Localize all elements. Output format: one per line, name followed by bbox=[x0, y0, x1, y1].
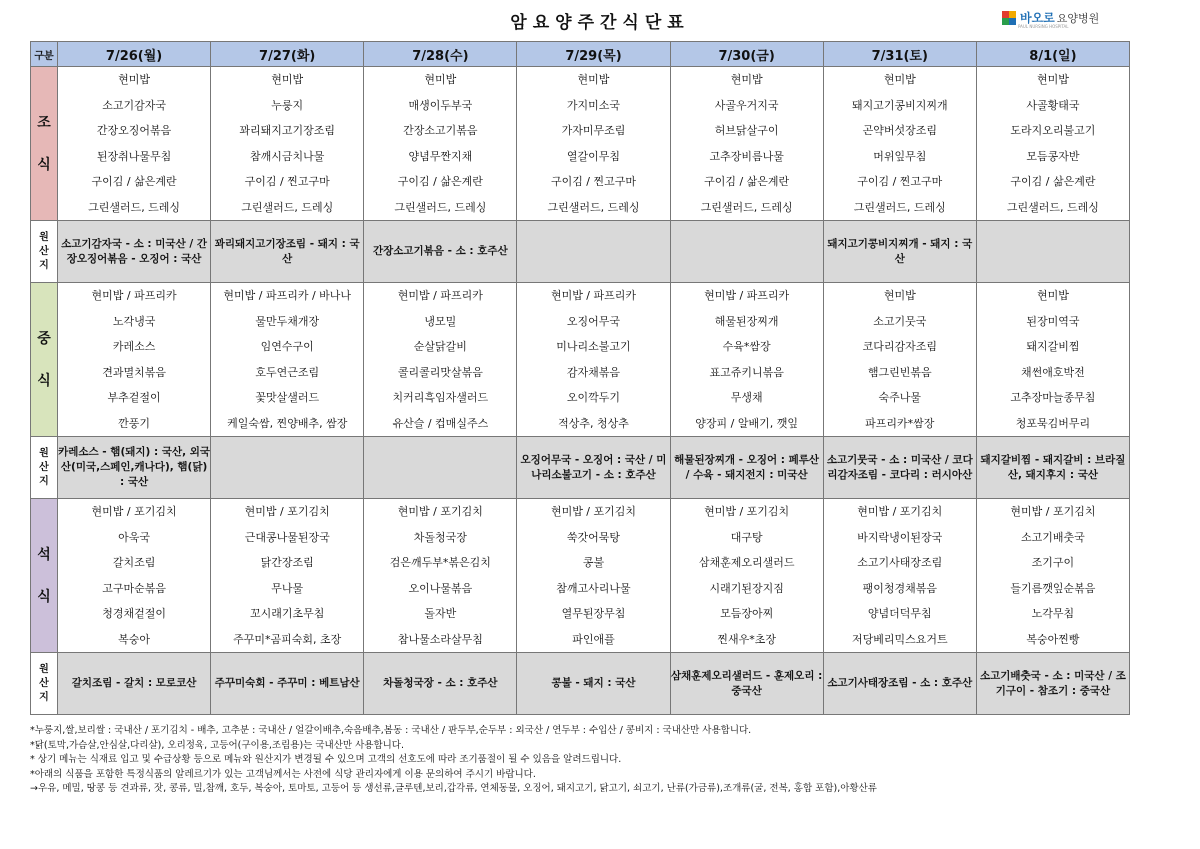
origin-label bbox=[31, 221, 58, 283]
origin-label-char: 원 bbox=[39, 231, 49, 243]
menu-item: 가자미무조림 bbox=[561, 124, 626, 137]
menu-item: 순살닭갈비 bbox=[413, 340, 467, 353]
menu-item: 현미밥 bbox=[883, 289, 916, 302]
meal-label-char: 조 bbox=[37, 114, 51, 131]
menu-item: 머위잎무침 bbox=[873, 149, 927, 163]
lunch-origin-row bbox=[31, 437, 1130, 499]
menu-cell bbox=[823, 67, 976, 221]
menu-item: 허브닭살구이 bbox=[714, 124, 779, 137]
menu-item: 견과멸치볶음 bbox=[102, 365, 166, 379]
menu-cell bbox=[517, 67, 670, 221]
menu-item: 복숭아 bbox=[118, 632, 151, 646]
logo-mark-icon bbox=[1002, 11, 1016, 25]
menu-item: 그린샐러드, 드레싱 bbox=[700, 200, 793, 214]
menu-item: 호두연근조림 bbox=[255, 365, 320, 379]
menu-item: 된장취나물무침 bbox=[96, 149, 172, 163]
menu-item: 노각무침 bbox=[1031, 607, 1075, 620]
menu-item: 오이나물볶음 bbox=[408, 581, 473, 595]
menu-item: 검은깨두부*볶은김치 bbox=[389, 556, 491, 569]
menu-cell bbox=[823, 283, 976, 437]
menu-item: 바지락냉이된장국 bbox=[857, 530, 943, 544]
origin-cell bbox=[670, 221, 823, 283]
menu-item: 해물된장찌개 bbox=[714, 314, 779, 328]
day-header: 7/26(월) bbox=[58, 42, 211, 67]
origin-label-char: 산 bbox=[39, 461, 49, 473]
menu-cell bbox=[670, 67, 823, 221]
menu-item: 돼지고기콩비지찌개 bbox=[851, 98, 948, 112]
menu-item: 구이김 / 삶은계란 bbox=[704, 175, 790, 188]
origin-cell: 콩불 - 돼지 : 국산 bbox=[517, 653, 670, 715]
note-line: *누룽지,쌀,보리쌀 : 국내산 / 포기김치 - 배추, 고추분 : 국내산 / 얼갈이배추,숙음배추,봄동 : 국내산 / 판두부,순두부 : 외국산 / 연두부 : 수입산 / 콩비지 : 국내산만 사용합니다. bbox=[30, 725, 752, 736]
menu-item: 구이김 / 찐고구마 bbox=[550, 175, 637, 188]
notes-section bbox=[30, 724, 1170, 797]
menu-item: 시래기된장지짐 bbox=[709, 581, 784, 595]
origin-label bbox=[31, 437, 58, 499]
origin-cell: 카레소스 - 햄(돼지) : 국산, 외국산(미국,스페인,캐나다), 햄(닭) : 국산 bbox=[58, 437, 211, 499]
menu-cell bbox=[517, 283, 670, 437]
menu-item: 숙주나물 bbox=[878, 391, 922, 404]
menu-item: 표고쥬키니볶음 bbox=[709, 365, 784, 379]
menu-item: 현미밥 bbox=[1036, 73, 1069, 86]
logo-subtitle: PAUL NURSING HOSPITAL bbox=[1018, 24, 1069, 29]
menu-item: 현미밥 / 포기김치 bbox=[550, 505, 637, 518]
origin-cell: 해물된장찌개 - 오징어 : 페루산 / 수육 - 돼지전지 : 미국산 bbox=[670, 437, 823, 499]
menu-item: 현미밥 bbox=[1036, 289, 1069, 302]
menu-cell bbox=[58, 67, 211, 221]
menu-item: 갈치조림 bbox=[112, 556, 156, 569]
menu-item: 수육*쌈장 bbox=[722, 340, 771, 353]
menu-item: 현미밥 bbox=[118, 73, 151, 86]
menu-item: 고구마순볶음 bbox=[102, 581, 166, 595]
menu-item: 고추장비름나물 bbox=[709, 149, 784, 163]
menu-item: 현미밥 / 포기김치 bbox=[244, 505, 330, 518]
menu-item: 돼지갈비찜 bbox=[1026, 340, 1080, 353]
note-line: →우유, 메밀, 땅콩 등 견과류, 잣, 콩류, 밀,참깨, 호두, 복숭아, 토마토, 고등어 등 생선류,글루텐,보리,갑각류, 연체동물, 오징어, 돼지고기, 닭고기, 쇠고기, 난류(가금류),조개류(굴, 전복, 홍합 포함),아황산류 bbox=[30, 783, 877, 794]
menu-item: 현미밥 / 포기김치 bbox=[91, 505, 177, 518]
menu-item: 치커리흑임자샐러드 bbox=[392, 391, 489, 404]
menu-item: 코다리감자조림 bbox=[862, 340, 937, 353]
origin-cell: 소고기뭇국 - 소 : 미국산 / 코다리감자조림 - 코다리 : 러시아산 bbox=[823, 437, 976, 499]
menu-item: 곤약버섯장조림 bbox=[862, 124, 937, 137]
menu-item: 차돌청국장 bbox=[413, 530, 467, 544]
day-header: 8/1(일) bbox=[976, 42, 1129, 67]
origin-cell bbox=[211, 437, 364, 499]
menu-item: 노각냉국 bbox=[112, 314, 156, 328]
menu-item: 구이김 / 찐고구마 bbox=[244, 175, 330, 188]
menu-item: 간장오징어볶음 bbox=[96, 124, 172, 137]
menu-item: 부추겉절이 bbox=[107, 391, 161, 404]
meal-label-char: 식 bbox=[37, 156, 51, 173]
day-header: 7/28(수) bbox=[364, 42, 517, 67]
menu-item: 참깨고사리나물 bbox=[556, 581, 631, 595]
menu-item: 콜리콜리맛살볶음 bbox=[397, 365, 483, 379]
dinner-row bbox=[31, 499, 1130, 653]
menu-item: 모듬장아찌 bbox=[720, 607, 774, 620]
menu-cell bbox=[976, 499, 1129, 653]
menu-item: 도라지오리불고기 bbox=[1010, 124, 1096, 137]
menu-cell bbox=[211, 67, 364, 221]
menu-item: 팽이청경채볶음 bbox=[862, 581, 937, 595]
menu-cell bbox=[211, 283, 364, 437]
logo-name: 바오로 bbox=[1020, 11, 1055, 25]
origin-cell bbox=[976, 221, 1129, 283]
menu-item: 유산슬 / 컵매실주스 bbox=[392, 416, 489, 430]
menu-item: 아욱국 bbox=[118, 530, 151, 544]
menu-item: 현미밥 / 포기김치 bbox=[1010, 505, 1096, 518]
menu-cell bbox=[670, 499, 823, 653]
menu-item: 그린샐러드, 드레싱 bbox=[88, 200, 181, 214]
menu-item: 물만두채개장 bbox=[255, 314, 320, 328]
menu-cell bbox=[364, 67, 517, 221]
menu-item: 오이깍두기 bbox=[566, 391, 621, 404]
corner-header: 구분 bbox=[31, 42, 58, 67]
breakfast-label bbox=[31, 67, 58, 221]
origin-cell: 소고기감자국 - 소 : 미국산 / 간장오징어볶음 - 오징어 : 국산 bbox=[58, 221, 211, 283]
menu-item: 청경채겉절이 bbox=[102, 607, 166, 620]
menu-item: 소고기감자국 bbox=[102, 98, 166, 112]
menu-item: 고추장마늘종무침 bbox=[1010, 391, 1096, 404]
menu-item: 그린샐러드, 드레싱 bbox=[547, 200, 640, 214]
menu-item: 냉모밀 bbox=[424, 314, 457, 328]
menu-item: 콩불 bbox=[582, 556, 605, 569]
menu-item: 찐새우*초장 bbox=[717, 632, 776, 646]
menu-item: 현미밥 bbox=[883, 73, 916, 86]
origin-cell bbox=[364, 437, 517, 499]
note-line: *닭(토막,가슴살,안심살,다리살), 오리정육, 고등어(구이용,조림용)는 국내산만 사용합니다. bbox=[30, 739, 404, 751]
menu-item: 임연수구이 bbox=[260, 340, 314, 353]
menu-item: 소고기배춧국 bbox=[1021, 530, 1085, 544]
menu-item: 소고기사태장조림 bbox=[857, 556, 943, 569]
menu-item: 미나리소불고기 bbox=[556, 340, 631, 353]
menu-item: 현미밥 bbox=[424, 73, 457, 86]
origin-cell: 오징어무국 - 오징어 : 국산 / 미나리소불고기 - 소 : 호주산 bbox=[517, 437, 670, 499]
menu-item: 그린샐러드, 드레싱 bbox=[394, 200, 487, 214]
origin-label-char: 지 bbox=[39, 691, 49, 703]
menu-cell bbox=[58, 283, 211, 437]
menu-cell bbox=[58, 499, 211, 653]
lunch-row bbox=[31, 283, 1130, 437]
page-title: 암요양주간식단표 bbox=[510, 13, 690, 33]
dinner-label bbox=[31, 499, 58, 653]
menu-item: 그린샐러드, 드레싱 bbox=[853, 200, 946, 214]
menu-item: 꽈리돼지고기장조림 bbox=[239, 124, 336, 137]
origin-cell: 간장소고기볶음 - 소 : 호주산 bbox=[364, 221, 517, 283]
menu-item: 참나물소라살무침 bbox=[397, 632, 483, 646]
menu-item: 소고기뭇국 bbox=[873, 314, 927, 328]
note-line: * 상기 메뉴는 식재료 입고 및 수급상황 등으로 메뉴와 원산지가 변경될 수 있으며 고객의 선호도에 따라 조기품절이 될 수 있음을 알려드립니다. bbox=[30, 754, 622, 765]
menu-item: 삼채훈제오리샐러드 bbox=[698, 556, 795, 569]
origin-cell bbox=[517, 221, 670, 283]
menu-item: 간장소고기볶음 bbox=[403, 124, 478, 137]
menu-item: 들기름깻잎순볶음 bbox=[1010, 581, 1096, 595]
menu-item: 현미밥 / 파프리카 / 바나나 bbox=[223, 289, 352, 302]
menu-item: 근대콩나물된장국 bbox=[244, 530, 330, 544]
header-row bbox=[31, 42, 1130, 67]
menu-cell bbox=[976, 67, 1129, 221]
menu-item: 구이김 / 삶은계란 bbox=[397, 175, 483, 188]
menu-item: 구이김 / 삶은계란 bbox=[91, 175, 177, 188]
menu-item: 저당베리믹스요거트 bbox=[851, 632, 948, 646]
menu-item: 카레소스 bbox=[112, 340, 156, 353]
origin-cell: 차돌청국장 - 소 : 호주산 bbox=[364, 653, 517, 715]
menu-cell bbox=[976, 283, 1129, 437]
menu-item: 청포묵김버무리 bbox=[1015, 416, 1091, 430]
menu-item: 양념더덕무침 bbox=[867, 607, 932, 620]
menu-item: 현미밥 / 포기김치 bbox=[704, 505, 790, 518]
origin-label-char: 산 bbox=[39, 245, 49, 257]
menu-item: 감자채볶음 bbox=[566, 365, 621, 379]
menu-item: 햄그린빈볶음 bbox=[867, 365, 932, 379]
menu-item: 현미밥 / 포기김치 bbox=[397, 505, 483, 518]
menu-item: 된장미역국 bbox=[1026, 314, 1080, 328]
menu-item: 양장피 / 알배기, 깻잎 bbox=[695, 416, 798, 430]
meal-label-char: 식 bbox=[37, 588, 51, 605]
menu-item: 현미밥 / 파프리카 bbox=[704, 289, 790, 302]
menu-item: 사골황태국 bbox=[1026, 98, 1080, 112]
logo-name-suffix: 요양병원 bbox=[1056, 11, 1100, 25]
origin-cell: 돼지갈비찜 - 돼지갈비 : 브라질산, 돼지후지 : 국산 bbox=[976, 437, 1129, 499]
origin-cell: 소고기사태장조림 - 소 : 호주산 bbox=[823, 653, 976, 715]
menu-item: 파인애플 bbox=[572, 632, 615, 646]
menu-item: 가지미소국 bbox=[566, 98, 621, 112]
menu-item: 깐풍기 bbox=[118, 416, 151, 430]
origin-cell: 꽈리돼지고기장조림 - 돼지 : 국산 bbox=[211, 221, 364, 283]
menu-cell bbox=[211, 499, 364, 653]
menu-item: 현미밥 bbox=[730, 73, 763, 86]
menu-item: 채썬애호박전 bbox=[1021, 365, 1085, 379]
menu-item: 현미밥 / 포기김치 bbox=[857, 505, 943, 518]
menu-item: 현미밥 bbox=[577, 73, 610, 86]
meal-label-char: 중 bbox=[37, 330, 51, 347]
meal-label-char: 석 bbox=[37, 546, 51, 563]
menu-item: 그린샐러드, 드레싱 bbox=[1006, 200, 1099, 214]
menu-item: 무나물 bbox=[271, 581, 304, 595]
note-line: *아래의 식품을 포함한 특정식품의 알레르기가 있는 고객님께서는 사전에 식당 관리자에게 이용 문의하여 주시기 바랍니다. bbox=[30, 768, 536, 780]
menu-cell bbox=[364, 283, 517, 437]
menu-item: 적상추, 청상추 bbox=[558, 416, 629, 430]
lunch-label bbox=[31, 283, 58, 437]
menu-cell bbox=[823, 499, 976, 653]
menu-item: 꽃맛살샐러드 bbox=[255, 391, 320, 404]
origin-cell: 주꾸미숙회 - 주꾸미 : 베트남산 bbox=[211, 653, 364, 715]
menu-cell bbox=[670, 283, 823, 437]
origin-cell: 돼지고기콩비지찌개 - 돼지 : 국산 bbox=[823, 221, 976, 283]
origin-label-char: 원 bbox=[39, 663, 49, 675]
day-header: 7/31(토) bbox=[823, 42, 976, 67]
menu-item: 오징어무국 bbox=[566, 314, 621, 328]
menu-item: 복숭아찐빵 bbox=[1026, 632, 1080, 646]
day-header: 7/27(화) bbox=[211, 42, 364, 67]
menu-item: 열무된장무침 bbox=[561, 607, 626, 620]
menu-item: 파프리카*쌈장 bbox=[865, 416, 935, 430]
origin-label-char: 지 bbox=[39, 259, 49, 271]
menu-item: 꼬시래기초무침 bbox=[250, 607, 325, 620]
menu-item: 구이김 / 삶은계란 bbox=[1010, 175, 1096, 188]
menu-item: 대구탕 bbox=[730, 530, 763, 544]
menu-item: 참깨시금치나물 bbox=[250, 149, 325, 163]
menu-item: 누룽지 bbox=[271, 98, 304, 112]
menu-item: 주꾸미*곰피숙회, 초장 bbox=[233, 632, 342, 646]
meal-label-char: 식 bbox=[37, 372, 51, 389]
origin-label-char: 원 bbox=[39, 447, 49, 459]
menu-item: 조기구이 bbox=[1031, 556, 1075, 569]
menu-cell bbox=[517, 499, 670, 653]
menu-item: 닭간장조림 bbox=[260, 556, 314, 569]
origin-label-char: 지 bbox=[39, 475, 49, 487]
day-header: 7/29(목) bbox=[517, 42, 670, 67]
menu-item: 모듬콩자반 bbox=[1026, 149, 1080, 163]
menu-item: 현미밥 / 파프리카 bbox=[397, 289, 483, 302]
menu-item: 현미밥 bbox=[271, 73, 304, 86]
menu-item: 매생이두부국 bbox=[408, 98, 473, 112]
origin-label bbox=[31, 653, 58, 715]
menu-item: 그린샐러드, 드레싱 bbox=[241, 200, 334, 214]
menu-item: 무생채 bbox=[730, 391, 763, 404]
menu-item: 사골우거지국 bbox=[714, 98, 779, 112]
menu-item: 돌자반 bbox=[424, 607, 457, 620]
breakfast-origin-row bbox=[31, 221, 1130, 283]
origin-label-char: 산 bbox=[39, 677, 49, 689]
origin-cell: 삼채훈제오리샐러드 - 훈제오리 : 중국산 bbox=[670, 653, 823, 715]
menu-item: 현미밥 / 파프리카 bbox=[91, 289, 177, 302]
menu-cell bbox=[364, 499, 517, 653]
menu-item: 현미밥 / 파프리카 bbox=[550, 289, 637, 302]
menu-item: 구이김 / 찐고구마 bbox=[857, 175, 943, 188]
menu-item: 케일숙쌈, 찐양배추, 쌈장 bbox=[227, 416, 348, 430]
origin-cell: 갈치조림 - 갈치 : 모로코산 bbox=[58, 653, 211, 715]
weekly-menu-table bbox=[30, 41, 1130, 715]
menu-item: 열갈이무침 bbox=[566, 149, 621, 163]
day-header: 7/30(금) bbox=[670, 42, 823, 67]
menu-item: 양념무짠지채 bbox=[408, 149, 473, 163]
origin-cell: 소고기배춧국 - 소 : 미국산 / 조기구이 - 참조기 : 중국산 bbox=[976, 653, 1129, 715]
menu-item: 쑥갓어묵탕 bbox=[566, 530, 621, 544]
dinner-origin-row bbox=[31, 653, 1130, 715]
breakfast-row bbox=[31, 67, 1130, 221]
